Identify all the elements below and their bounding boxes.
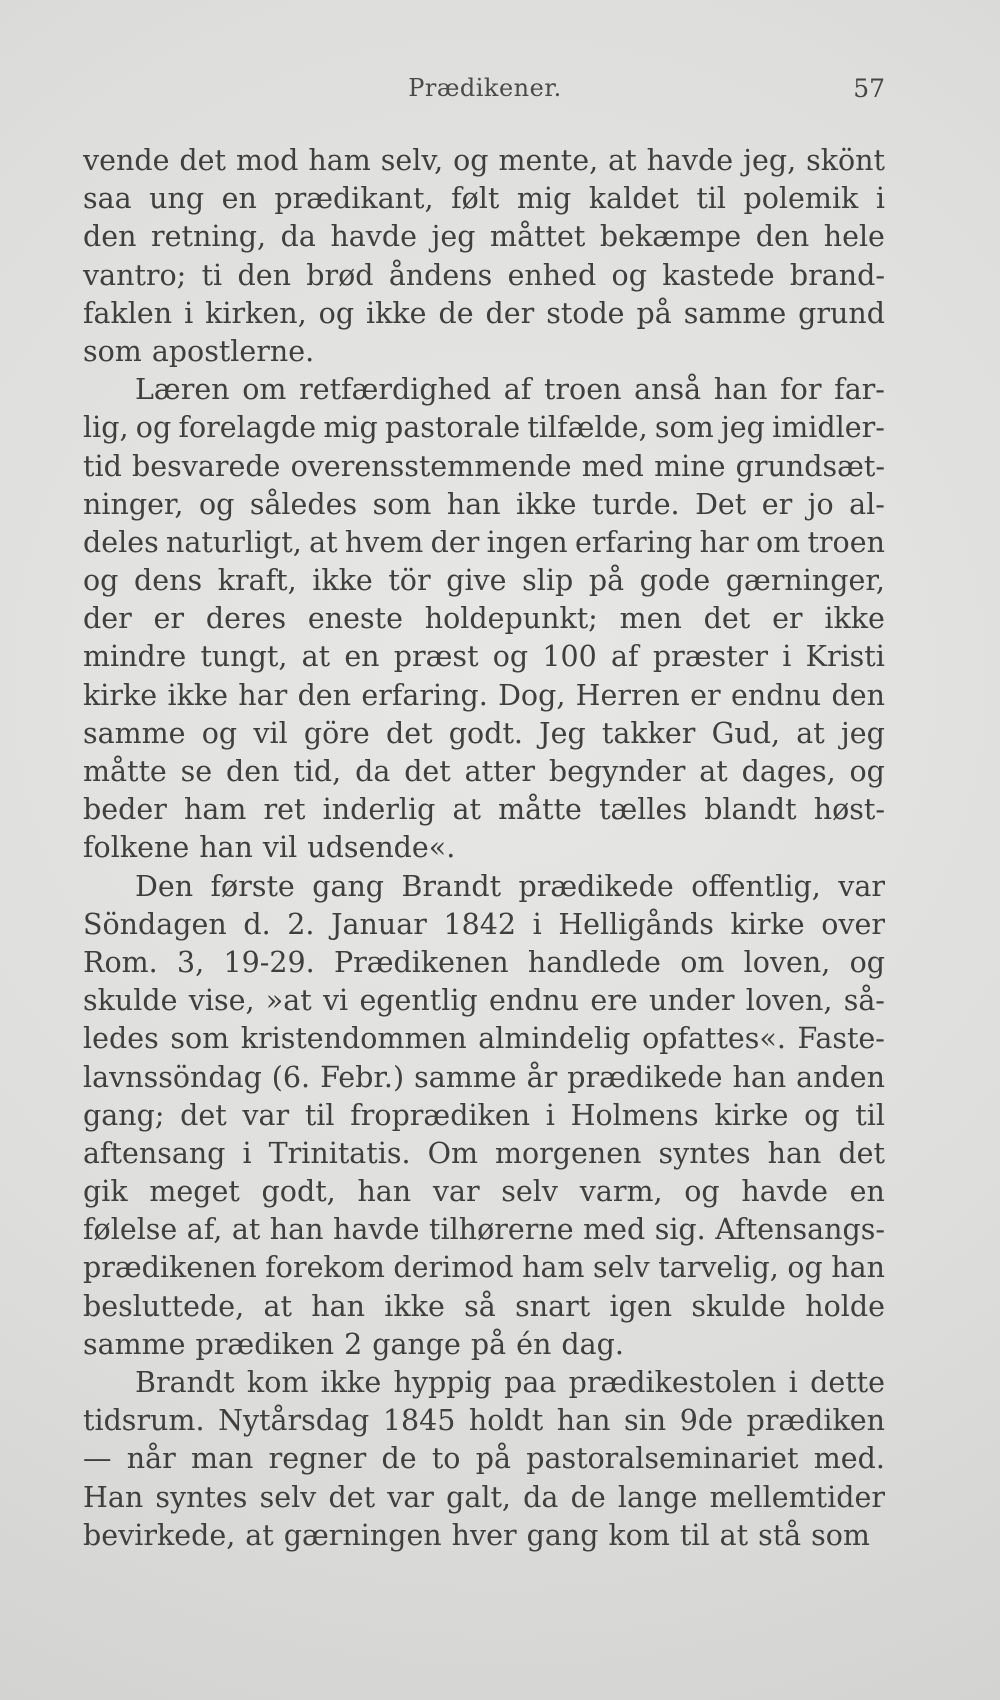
text-line: folkene han vil udsende«. (83, 831, 456, 865)
text-line: Læren om retfærdighed af troen anså han for far- (135, 373, 885, 407)
text-line: den retning, da havde jeg måttet bekæmpe den hele (83, 220, 885, 254)
text-line: lig, og forelagde mig pastorale tilfælde, som jeg imidler- (83, 411, 885, 445)
running-title: Prædikener. (408, 74, 562, 102)
text-line: saa ung en prædikant, følt mig kaldet til polemik i (83, 182, 885, 216)
text-line: samme og vil göre det godt. Jeg takker Gud, at jeg (83, 716, 885, 750)
text-line: tid besvarede overensstemmende med mine grundsæt- (83, 449, 885, 483)
text-line: ledes som kristendommen almindelig opfattes«. Faste- (83, 1022, 885, 1056)
text-line: følelse af, at han havde tilhørerne med sig. Aftensangs- (83, 1213, 885, 1247)
text-line: mindre tungt, at en præst og 100 af præster i Kristi (83, 640, 885, 674)
text-line: beder ham ret inderlig at måtte tælles blandt høst- (83, 793, 885, 827)
paragraph (83, 142, 885, 371)
text-line: prædikenen forekom derimod ham selv tarvelig, og han (83, 1251, 885, 1285)
page-header (85, 74, 885, 114)
page-number: 57 (853, 74, 885, 103)
paragraph (83, 1364, 885, 1555)
text-line: Söndagen d. 2. Januar 1842 i Helligånds kirke over (83, 907, 885, 941)
text-line: som apostlerne. (83, 334, 315, 368)
paragraph (83, 868, 885, 1364)
text-line: Han syntes selv det var galt, da de lange mellemtider (83, 1480, 885, 1514)
text-line: tidsrum. Nytårsdag 1845 holdt han sin 9de prædiken (83, 1404, 885, 1438)
text-line: vantro; ti den brød åndens enhed og kastede brand- (83, 258, 885, 292)
text-line: vende det mod ham selv, og mente, at havde jeg, skönt (83, 144, 885, 177)
text-line: ninger, og således som han ikke turde. Det er jo al- (83, 487, 885, 521)
text-line: der er deres eneste holdepunkt; men det er ikke (83, 602, 885, 636)
text-line: gang; det var til froprædiken i Holmens kirke og til (83, 1098, 885, 1132)
text-line: Brandt kom ikke hyppig paa prædikestolen i dette (135, 1366, 885, 1399)
paragraph (83, 371, 885, 867)
text-line: gik meget godt, han var selv varm, og havde en (83, 1175, 885, 1209)
body-text (83, 142, 885, 1555)
text-line: skulde vise, »at vi egentlig endnu ere under loven, så- (83, 984, 885, 1018)
text-line: kirke ikke har den erfaring. Dog, Herren er endnu den (83, 678, 885, 712)
text-line: Rom. 3, 19-29. Prædikenen handlede om loven, og (83, 945, 885, 979)
text-line: og dens kraft, ikke tör give slip på gode gærninger, (83, 564, 885, 598)
text-line: samme prædiken 2 gange på én dag. (83, 1327, 624, 1361)
text-line: Den første gang Brandt prædikede offentlig, var (135, 869, 885, 903)
text-line: besluttede, at han ikke så snart igen skulde holde (83, 1289, 885, 1323)
text-line: deles naturligt, at hvem der ingen erfaring har om troen (83, 525, 885, 559)
text-line: måtte se den tid, da det atter begynder at dages, og (83, 755, 885, 788)
text-line: faklen i kirken, og ikke de der stode på samme grund (83, 296, 885, 330)
text-line: bevirkede, at gærningen hver gang kom til at stå som (83, 1518, 870, 1552)
text-line: — når man regner de to på pastoralseminariet med. (83, 1442, 885, 1476)
text-line: lavnssöndag (6. Febr.) samme år prædikede han anden (83, 1060, 885, 1094)
text-line: aftensang i Trinitatis. Om morgenen syntes han det (83, 1136, 885, 1170)
